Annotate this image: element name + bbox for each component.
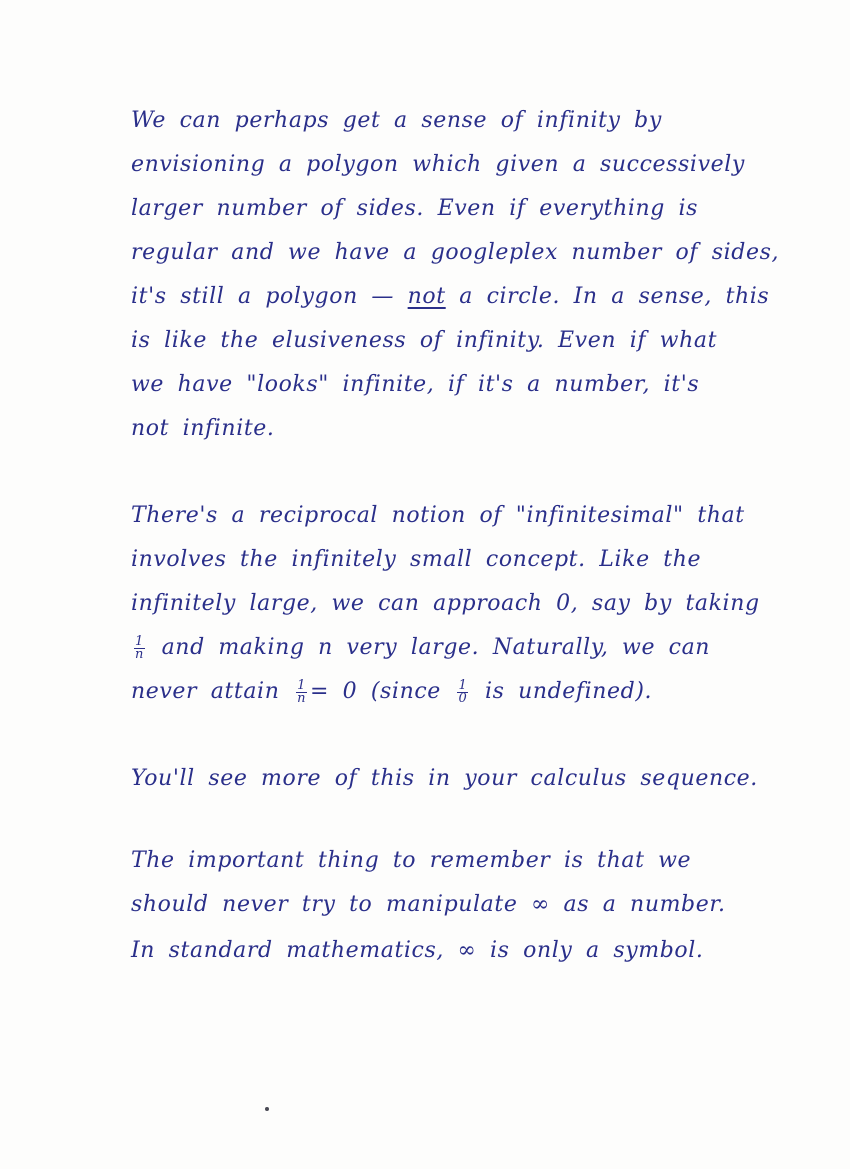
text-line: we have "looks" infinite, if it's a number, it's [131, 372, 700, 397]
text-line: involves the infinitely small concept. Like the [131, 547, 702, 572]
text-line [131, 282, 769, 312]
text-line: You'll see more of this in your calculus sequence. [131, 766, 758, 791]
text-line: There's a reciprocal notion of "infinitesimal" that [131, 503, 745, 528]
text-line: In standard mathematics, ∞ is only a symbol. [131, 938, 704, 963]
text-line [131, 633, 710, 663]
text-line: should never try to manipulate ∞ as a number. [131, 892, 726, 917]
fraction-numerator: 1 [135, 633, 144, 649]
ink-speck [265, 1107, 269, 1111]
text-segment: it's still a polygon — [131, 284, 408, 309]
text-segment: and making n very large. Naturally, we can [147, 635, 711, 660]
text-line: infinitely large, we can approach 0, say by taking [131, 591, 760, 616]
fraction-one-over-n [296, 677, 307, 706]
text-segment: a circle. In a sense, this [445, 284, 770, 309]
fraction-numerator: 1 [297, 677, 306, 693]
text-line: larger number of sides. Even if everything is [131, 196, 699, 221]
fraction-one-over-zero [457, 677, 468, 706]
text-segment: = 0 (since [310, 679, 455, 704]
text-segment: is undefined). [471, 679, 653, 704]
text-line [131, 677, 652, 707]
text-line: The important thing to remember is that we [131, 848, 692, 873]
emphasized-word: not [407, 284, 446, 309]
text-line: not infinite. [131, 416, 275, 441]
text-line: is like the elusiveness of infinity. Even if what [131, 328, 718, 353]
fraction-one-over-n [134, 633, 145, 662]
fraction-denominator: n [297, 690, 307, 706]
text-line: We can perhaps get a sense of infinity by [131, 108, 662, 133]
fraction-numerator: 1 [458, 677, 468, 693]
fraction-denominator: n [135, 646, 144, 662]
text-line: regular and we have a googleplex number of sides, [131, 240, 780, 265]
text-line: envisioning a polygon which given a successively [131, 152, 745, 177]
text-segment: never attain [131, 679, 294, 704]
fraction-denominator: 0 [458, 690, 468, 706]
